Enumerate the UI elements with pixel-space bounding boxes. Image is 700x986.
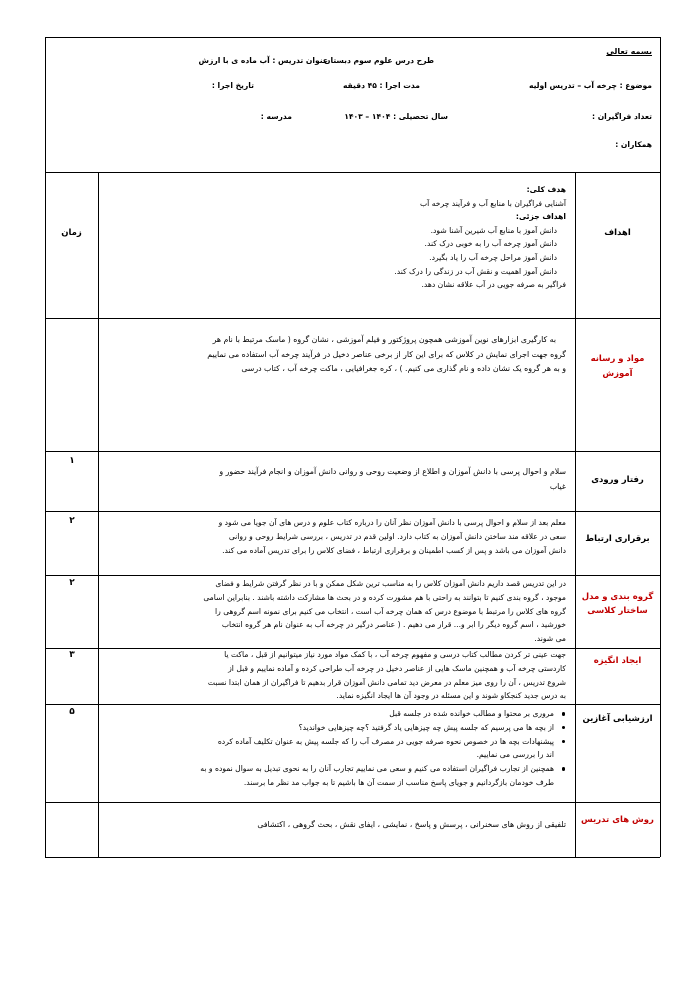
execution-date: تاریخ اجرا : [211,81,254,90]
row-time: ۲ [69,516,75,526]
entry-behavior-line: سلام و احوال پرسی با دانش آموزان و اطلاع از وضعیت روحی و روانی دانش آموزان و انجام فرآیند حضور و [219,467,566,476]
lesson-title: عنوان تدریس : آب ماده ی با ارزش [198,56,328,65]
grouping-line: موجود ، گروه بندی کنیم تا بتوانند به راحتی با هم مشورت کرده و در بحث ها مشارکت داشته باشند . بنابراین اسامی [203,592,566,602]
row-divider [45,802,660,803]
table-border-left [45,37,46,857]
label-column-divider [575,172,576,857]
goals-content [96,183,566,292]
row-label-motivation: ایجاد انگیزه [593,656,642,666]
specific-goals-title: اهداف جزئی: [515,212,566,222]
assessment-content [96,707,566,790]
specific-goal-item: دانش آموز با منابع آب شیرین آشنا شود. [430,225,557,235]
plan-title: طرح درس علوم سوم دبستان [324,56,434,65]
row-label-teaching-methods: روش های تدریس [581,815,654,825]
assessment-item: مروری بر محتوا و مطالب خوانده شده در جلسه قبل [96,707,554,721]
grouping-content [96,577,566,646]
communication-content [96,516,566,557]
lesson-duration: مدت اجرا : ۴۵ دقیقه [342,81,420,90]
table-border-bottom [45,857,660,858]
grouping-line: خورشید ، اسم گروه دیگر را ابر و... قرار می دهیم . ( عناصر درگیر در چرخه آب به عنوان نام هر گروه انتخاب [221,620,566,630]
school-name: مدرسه : [260,112,292,121]
materials-line: گروه جهت اجرای نمایش در کلاس که برای این کار از برخی عناصر دخیل در فرآیند چرخه آب استفاده می نماییم [207,349,566,359]
grouping-line: گروه های کلاس را مرتبط با موضوع درس که همان چرخه آب است ، انتخاب می کنیم برای نمونه اسم گروهی را [215,606,566,616]
entry-behavior-line: غیاب [549,481,566,491]
general-goal-text: آشنایی فراگیران با منابع آب و فرآیند چرخه آب [420,198,566,208]
motivation-line: کاردستی چرخه آب و همچنین ماسک هایی از عناصر دخیل در چرخه آب طراحی کرده و آماده نماییم و قبل از [228,663,566,673]
communication-line: دانش آموزان می باشد و پس از کسب اطمینان و برقراری ارتباط ، فضای کلاس را برای تدریس آماده می کند. [222,545,566,555]
lesson-plan-table [45,37,660,857]
communication-line: سعی در علاقه مند ساختن دانش آموزان به کتاب دارد. اولین قدم در تدریس ، بررسی شرایط روحی و روانی [228,531,566,541]
motivation-line: جهت عینی تر کردن مطالب کتاب درسی و مفهوم چرخه آب ، با کمک مواد مورد نیاز میتوانیم از قبل ، ماکت یا [224,650,566,659]
specific-goal-item: دانش آموز چرخه آب را به خوبی درک کند. [424,239,557,249]
learners-count: تعداد فراگیران : [592,112,652,121]
general-goal-title: هدف کلی: [526,185,566,194]
row-label-initial-assessment: ارزشیابی آغازین [582,714,653,724]
row-label-entry-behavior: رفتار ورودی [591,475,644,485]
teaching-methods-line: تلفیقی از روش های سخنرانی ، پرسش و پاسخ ، نمایشی ، ایفای نقش ، بحث گروهی ، اکتشافی [257,820,566,829]
specific-goal-item: فراگیر به صرفه جویی در آب علاقه نشان دهد. [421,280,566,290]
row-label-communication: برقراری ارتباط [585,534,650,544]
basmala: بسمه تعالی [606,47,652,56]
row-label-goals: اهداف [604,228,631,238]
row-divider [45,704,660,705]
row-divider [45,511,660,512]
teaching-methods-content [96,818,566,833]
row-time: ۱ [69,456,75,466]
assessment-item: همچنین از تجارب فراگیران استفاده می کنیم و سعی می نماییم تجارب آنان را به نحوی تبدیل به سوال نموده و به طرف خودمان بازگردانیم و جویای پاسخ مناسب از سمت آن ها باشیم تا به جواب مد نظر ما برسند. [96,762,554,790]
materials-line: به کارگیری ابزارهای نوین آموزشی همچون پروژکتور و فیلم آموزشی ، نشان گروه ( ماسک مرتبط با نام هر [212,335,556,344]
assessment-list [96,707,566,790]
materials-content [96,333,566,377]
assessment-item: از بچه ها می پرسیم که جلسه پیش چه چیزهایی یاد گرفتید ؟چه چیزهایی خواندید؟ [96,721,554,735]
row-time: ۳ [69,650,75,660]
communication-line: معلم بعد از سلام و احوال پرسی با دانش آموزان نظر آنان را درباره کتاب علوم و درس های آن جویا می شود و [218,518,566,527]
entry-behavior-content [96,465,566,494]
table-border-top [45,37,660,38]
motivation-line: به درس جدید کنجکاو شوند و این مسئله در وجود آن ها ایجاد انگیزه نماید. [336,691,566,701]
table-border-right [660,37,661,857]
lesson-topic: موضوع : چرخه آب – تدریس اولیه [528,81,652,90]
school-year: سال تحصیلی : ۱۴۰۴ – ۱۴۰۳ [344,112,448,121]
assessment-item: پیشنهادات بچه ها در خصوص نحوه صرفه جویی در مصرف آب را که جلسه پیش به عنوان تکلیف آماده کرده اند را بررسی می نماییم. [96,735,554,763]
grouping-line: در این تدریس قصد داریم دانش آموزان کلاس را به مناسب ترین شکل ممکن و با در نظر گرفتن شرایط و فضای [215,579,566,588]
row-divider [45,318,660,319]
time-column-header: زمان [61,228,82,238]
row-label-materials: مواد و رسانه آموزش [590,354,645,379]
row-time: ۲ [69,578,75,588]
row-divider [45,575,660,576]
motivation-content [96,648,566,703]
specific-goal-item: دانش آموز مراحل چرخه آب را یاد بگیرد. [429,252,557,262]
row-time: ۵ [69,707,75,717]
motivation-line: شروع تدریس ، آن را روی میز معلم در معرض دید تمامی دانش آموزان قرار بدهیم تا فراگیران از همان ابتدا نسبت [207,677,566,687]
materials-line: و به هر گروه یک نشان داده و نام گذاری می کنیم. ) ، کره جغرافیایی ، ماکت چرخه آب ، کتاب درسی [241,364,566,374]
colleagues: همکاران : [615,140,652,149]
row-divider [45,451,660,452]
specific-goal-item: دانش آموز اهمیت و نقش آب در زندگی را درک کند. [394,266,557,276]
grouping-line: می شوند. [534,634,566,644]
header-separator [45,172,660,173]
row-label-grouping: گروه بندی و مدل ساختار کلاسی [581,592,654,616]
